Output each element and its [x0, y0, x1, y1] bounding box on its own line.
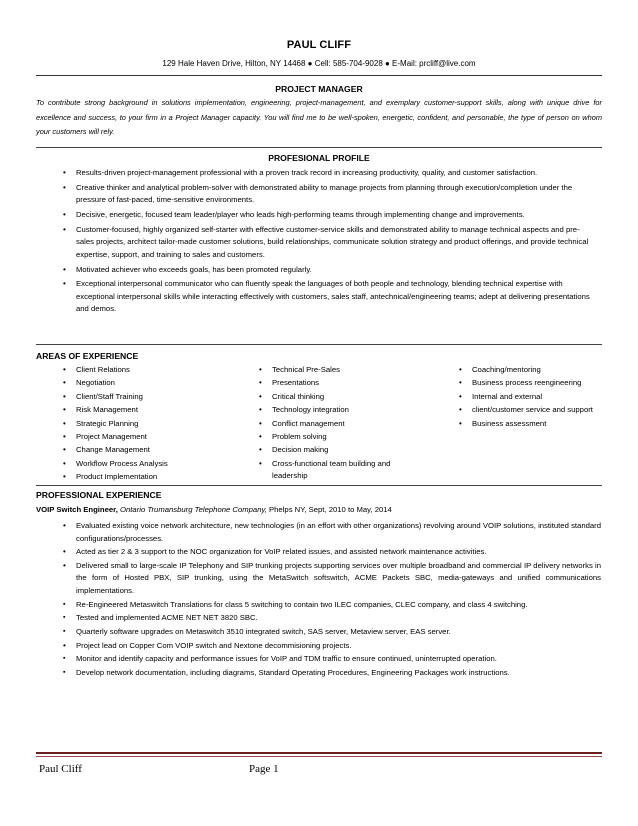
footer-divider: [36, 752, 602, 754]
areas-column-1: [63, 364, 223, 485]
objective-text: To contribute strong background in solutions implementation, engineering, project-management, and exemplary customer-support skills, along with unique drive for excellence and success, to your firm in a Project Manager capacity. You will find me to be well-spoken, energetic, confident, and personable, the type of person on whom your customers will rely.: [36, 98, 602, 136]
list-item: • Negotiation: [63, 377, 223, 390]
job-line: [36, 505, 392, 514]
list-item: • Decision making: [259, 444, 409, 457]
list-item: • Project lead on Copper Com VOIP switch and Nextone decommisioning projects.: [63, 640, 601, 653]
divider: [36, 485, 602, 486]
divider: [36, 75, 602, 76]
footer-name: Paul Cliff: [39, 763, 82, 775]
list-item: • Strategic Planning: [63, 418, 223, 431]
profile-heading: PROFESIONAL PROFILE: [268, 153, 370, 163]
divider: [36, 344, 602, 345]
areas-column-3: [459, 364, 609, 431]
list-item: • Change Management: [63, 444, 223, 457]
list-item: • Technical Pre-Sales: [259, 364, 409, 377]
list-item: • Project Management: [63, 431, 223, 444]
list-item: ▪ Tested and implemented ACME NET NET 3820 SBC.: [63, 612, 601, 625]
list-item: • Coaching/mentoring: [459, 364, 609, 377]
list-item: • Customer-focused, highly organized self-starter with effective customer-service skills and demonstrated ability to manage technical aspects and pre-sales projects, architect tailor-made customer solutions, build relationships, communicate solution strategy and product offerings, and provide technical expertise, support, and training to sales and customers.: [63, 224, 593, 262]
divider: [36, 147, 602, 148]
list-item: • Client/Staff Training: [63, 391, 223, 404]
areas-column-2: [259, 364, 409, 484]
list-item: • Evaluated existing voice network architecture, new technologies (in an effort with other organizations) revolving around VOIP solutions, instituted standard configurations/processes.: [63, 520, 601, 545]
job-details: Phelps NY, Sept, 2010 to May, 2014: [269, 505, 392, 514]
list-item: • Acted as tier 2 & 3 support to the NOC organization for VoIP related issues, and assisted network maintenance activities.: [63, 546, 601, 559]
list-item: • Critical thinking: [259, 391, 409, 404]
list-item: • Product Implementation: [63, 471, 223, 484]
objective-heading: PROJECT MANAGER: [275, 84, 363, 94]
company-name: Ontario Trumansburg Telephone Company,: [120, 505, 267, 514]
footer-divider: [36, 756, 602, 757]
list-item: ▪ Quarterly software upgrades on Metaswitch 3510 integrated switch, SAS server, Metaview server, EAS server.: [63, 626, 601, 639]
list-item: • Delivered small to large-scale IP Telephony and SIP trunking projects supporting services over multiple broadband and commercial IP delivery networks in the form of Hosted PBX, SIP trunking, using the MetaSwitch softswitch, ACME Packets SBC, media-gateways and unified communications implementations.: [63, 560, 601, 598]
job-title: VOIP Switch Engineer,: [36, 505, 118, 514]
candidate-name: PAUL CLIFF: [286, 39, 352, 51]
list-item: • Exceptional interpersonal communicator who can fluently speak the languages of both people and technology, blending technical expertise with exceptional interpersonal skills while interacting effectively with customers, sales staff, antechnical/engineering teams; adept at delivering presentations and demos.: [63, 278, 593, 316]
list-item: • Decisive, energetic, focused team leader/player who leads high-performing teams through implementing change and improvements.: [63, 209, 593, 222]
list-item: • Creative thinker and analytical problem-solver with demonstrated ability to manage projects from planning through execution/completion under the pressure of fast-paced, time-sensitive environments.: [63, 182, 593, 207]
profile-list: [63, 167, 593, 318]
list-item: • Technology integration: [259, 404, 409, 417]
list-item: • Risk Management: [63, 404, 223, 417]
list-item: • Results-driven project-management professional with a proven track record in increasing productivity, quality, and customer satisfaction.: [63, 167, 593, 180]
areas-heading: AREAS OF EXPERIENCE: [36, 351, 139, 361]
list-item: • Business assessment: [459, 418, 609, 431]
list-item: ▪ Develop network documentation, including diagrams, Standard Operating Procedures, Engineering Packages work instructions.: [63, 667, 601, 680]
list-item: • Conflict management: [259, 418, 409, 431]
list-item: • Motivated achiever who exceeds goals, has been promoted regularly.: [63, 264, 593, 277]
list-item: • Workflow Process Analysis: [63, 458, 223, 471]
contact-line: 129 Hale Haven Drive, Hilton, NY 14468 ● Cell: 585-704-9028 ● E-Mail: prcliff@live.com: [162, 59, 476, 68]
list-item: • Cross-functional team building and leadership: [259, 458, 409, 483]
list-item: • Business process reengineering: [459, 377, 609, 390]
page-number: Page 1: [249, 763, 279, 775]
experience-list: [63, 520, 601, 681]
list-item: ▪ Monitor and identify capacity and performance issues for VoIP and TDM traffic to ensure continued, uninterrupted operation.: [63, 653, 601, 666]
experience-heading: PROFESSIONAL EXPERIENCE: [36, 490, 162, 500]
list-item: • Presentations: [259, 377, 409, 390]
list-item: • Internal and external: [459, 391, 609, 404]
list-item: • Client Relations: [63, 364, 223, 377]
list-item: • Problem solving: [259, 431, 409, 444]
list-item: • client/customer service and support: [459, 404, 609, 417]
list-item: ▪ Re-Engineered Metaswitch Translations for class 5 switching to contain two ILEC companies, CLEC company, and class 4 switching.: [63, 599, 601, 612]
